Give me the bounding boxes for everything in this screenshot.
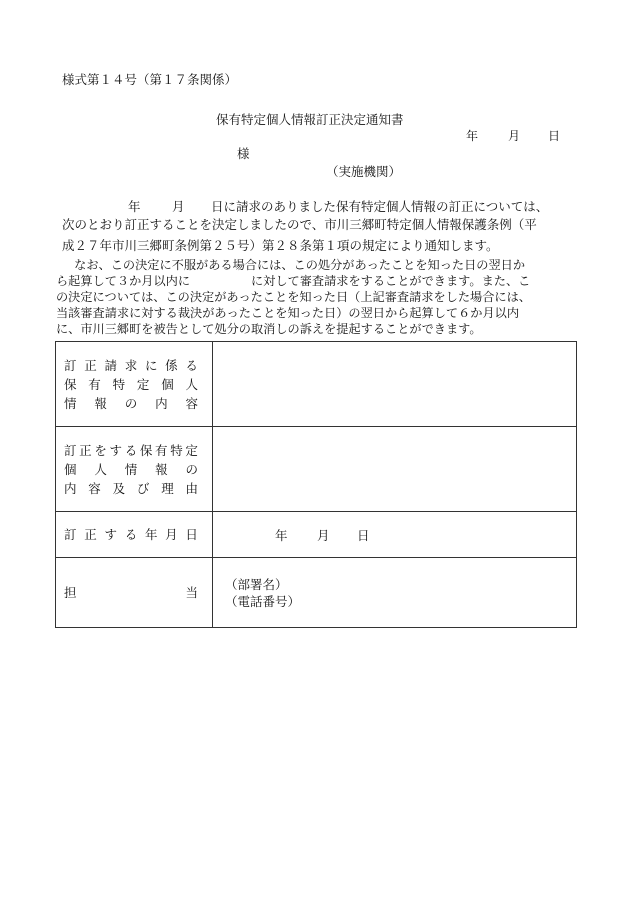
header-date-month: 月 [508,129,521,143]
label-line: 情 報 の 内 容 [64,395,198,411]
decision-body [62,214,576,256]
label-line: 保 有 特 定 個 人 [64,376,198,392]
label-line: 訂 正 請 求 に 係 る [64,357,198,373]
table-row [56,342,577,427]
form-number: 様式第１４号（第１７条関係） [62,72,238,87]
document-title: 保有特定個人情報訂正決定通知書 [216,112,404,127]
label-correction-reason [56,427,213,512]
value-contact[interactable] [213,558,577,628]
header-date-day: 日 [548,129,561,143]
request-month: 月 [172,199,185,214]
appeal-line: 当該審査請求に対する裁決があったことを知った日）の翌日から起算して６か月以内 [56,306,520,320]
issuing-agency: （実施機関） [326,164,402,179]
label-correction-date [56,512,213,558]
addressee: 様 [237,146,250,161]
correction-month: 月 [317,527,330,543]
label-line: 訂 正 を す る 保 有 特 定 [64,442,198,458]
header-date-year: 年 [466,129,479,143]
label-line: 個 人 情 報 の [64,461,198,477]
decision-table [55,341,577,628]
request-text: 日に請求のありました保有特定個人情報の訂正については、 [211,199,549,214]
label-contact [56,558,213,628]
value-request-content[interactable] [213,342,577,427]
appeal-notice [56,257,578,337]
label-line: 担 当 [64,585,198,600]
value-correction-reason[interactable] [213,427,577,512]
appeal-line: の決定については、この決定があったことを知った日（上記審査請求をした場合には、 [56,290,531,304]
correction-day: 日 [357,527,370,543]
contact-phone: （電話番号） [225,593,301,609]
table-row [56,427,577,512]
appeal-line: に、市川三郷町を被告として処分の取消しの訴えを提起することができます。 [56,322,482,336]
label-line: 訂 正 す る 年 月 日 [64,527,198,542]
request-year: 年 [128,199,141,214]
table-row [56,558,577,628]
body-line: 成２７年市川三郷町条例第２５号）第２８条第１項の規定により通知します。 [62,238,499,253]
table-row [56,512,577,558]
correction-year: 年 [275,527,288,543]
label-line: 内 容 及 び 理 由 [64,480,198,496]
contact-department: （部署名） [225,576,288,592]
appeal-line: ら起算して３か月以内に に対して審査請求をすることができます。また、こ [56,274,531,288]
appeal-line: なお、この決定に不服がある場合には、この処分があったことを知った日の翌日か [62,258,526,272]
label-request-content [56,342,213,427]
body-line: 次のとおり訂正することを決定しましたので、市川三郷町特定個人情報保護条例（平 [62,217,537,232]
value-correction-date[interactable] [213,512,577,558]
